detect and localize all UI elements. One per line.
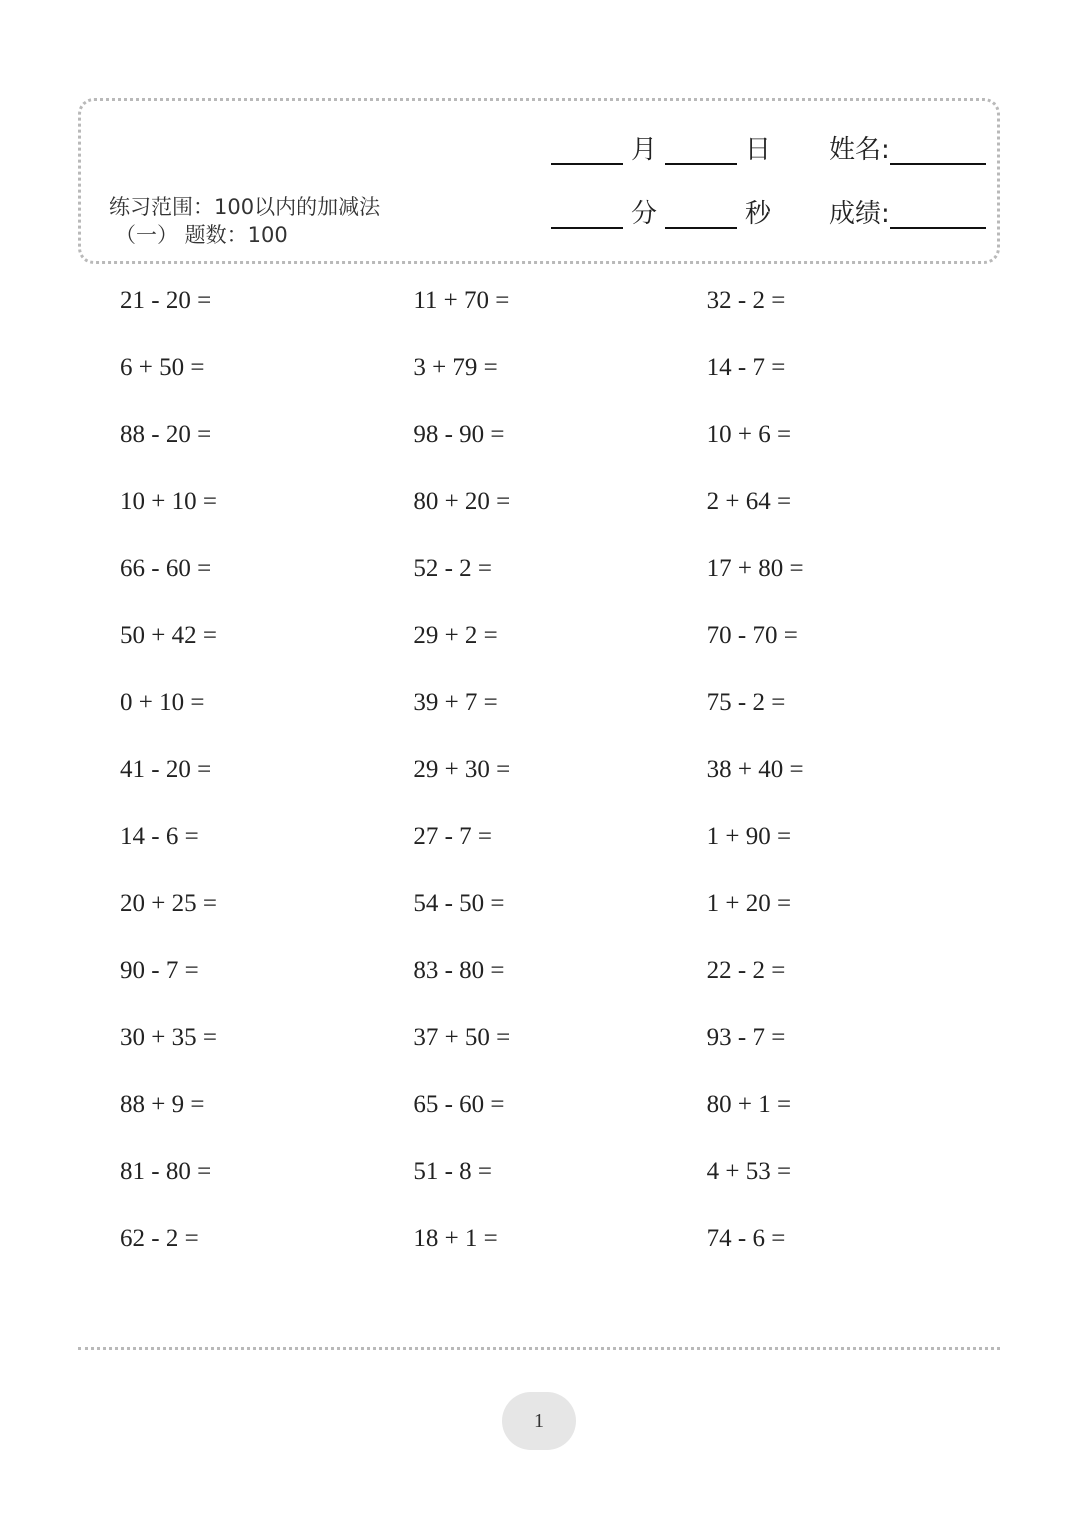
page-number (502, 1392, 576, 1450)
problem: 10 + 6 = (706, 421, 792, 448)
problem: 10 + 10 = (120, 488, 217, 515)
problem-row (120, 282, 1000, 349)
problem: 1 + 90 = (706, 823, 792, 850)
time-score-row (551, 199, 986, 229)
second-blank[interactable] (665, 199, 737, 229)
problem: 65 - 60 = (413, 1091, 505, 1118)
problem: 98 - 90 = (413, 421, 505, 448)
problem: 21 - 20 = (120, 287, 212, 314)
name-label: 姓名: (829, 135, 890, 165)
problem: 14 - 6 = (120, 823, 199, 850)
worksheet-header (78, 98, 1000, 264)
problem: 17 + 80 = (706, 555, 804, 582)
problem: 75 - 2 = (706, 689, 786, 716)
problem: 14 - 7 = (706, 354, 786, 381)
problem: 3 + 79 = (413, 354, 498, 381)
problem: 6 + 50 = (120, 354, 205, 381)
problem-row (120, 1220, 1000, 1287)
problem-row (120, 885, 1000, 952)
problem: 88 + 9 = (120, 1091, 205, 1118)
footer-divider (78, 1347, 1000, 1350)
problem-row (120, 952, 1000, 1019)
problem-row (120, 617, 1000, 684)
problem: 27 - 7 = (413, 823, 493, 850)
problem: 18 + 1 = (413, 1225, 498, 1252)
problem: 52 - 2 = (413, 555, 493, 582)
problem-row (120, 684, 1000, 751)
problem: 41 - 20 = (120, 756, 212, 783)
problem-row (120, 818, 1000, 885)
problem: 81 - 80 = (120, 1158, 212, 1185)
name-blank[interactable] (890, 135, 986, 165)
problem-row (120, 416, 1000, 483)
day-label: 日 (745, 135, 772, 165)
problem-row (120, 751, 1000, 818)
page-number-text: 1 (534, 1409, 544, 1432)
problem: 39 + 7 = (413, 689, 498, 716)
score-blank[interactable] (890, 199, 986, 229)
problem: 51 - 8 = (413, 1158, 493, 1185)
problem: 37 + 50 = (413, 1024, 511, 1051)
day-blank[interactable] (665, 135, 737, 165)
problem: 50 + 42 = (120, 622, 217, 649)
minute-blank[interactable] (551, 199, 623, 229)
second-label: 秒 (745, 199, 772, 229)
problem: 90 - 7 = (120, 957, 199, 984)
problem-row (120, 349, 1000, 416)
problem: 83 - 80 = (413, 957, 505, 984)
problem-count: （一） 题数：100 (115, 223, 288, 247)
month-label: 月 (631, 135, 658, 165)
practice-range (109, 193, 409, 249)
problem: 62 - 2 = (120, 1225, 199, 1252)
problem: 70 - 70 = (706, 622, 798, 649)
problem: 29 + 30 = (413, 756, 511, 783)
minute-label: 分 (631, 199, 658, 229)
month-blank[interactable] (551, 135, 623, 165)
problem: 4 + 53 = (706, 1158, 792, 1185)
problem: 93 - 7 = (706, 1024, 786, 1051)
practice-range-title: 练习范围：100以内的加减法 (109, 195, 381, 219)
problem: 80 + 1 = (706, 1091, 792, 1118)
problem: 0 + 10 = (120, 689, 205, 716)
problem: 32 - 2 = (706, 287, 786, 314)
problem-row (120, 483, 1000, 550)
problem: 38 + 40 = (706, 756, 804, 783)
problem: 29 + 2 = (413, 622, 498, 649)
problem-grid (120, 282, 1000, 1287)
problem: 66 - 60 = (120, 555, 212, 582)
problem: 2 + 64 = (706, 488, 792, 515)
problem: 30 + 35 = (120, 1024, 217, 1051)
problem-row (120, 1019, 1000, 1086)
problem-row (120, 1086, 1000, 1153)
date-name-row (551, 135, 986, 165)
problem: 88 - 20 = (120, 421, 212, 448)
problem: 74 - 6 = (706, 1225, 786, 1252)
problem: 1 + 20 = (706, 890, 792, 917)
problem: 20 + 25 = (120, 890, 217, 917)
problem: 80 + 20 = (413, 488, 511, 515)
problem-row (120, 550, 1000, 617)
problem-row (120, 1153, 1000, 1220)
problem: 22 - 2 = (706, 957, 786, 984)
problem: 11 + 70 = (413, 287, 510, 314)
score-label: 成绩: (829, 199, 890, 229)
problem: 54 - 50 = (413, 890, 505, 917)
